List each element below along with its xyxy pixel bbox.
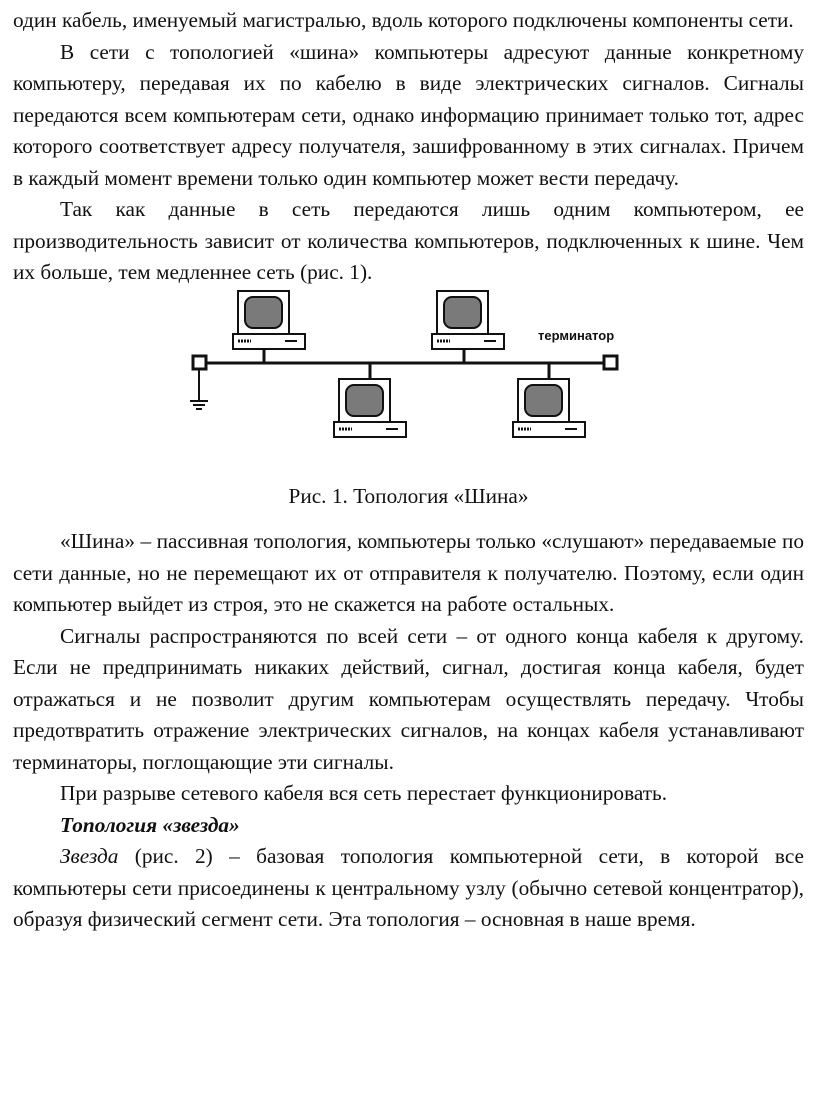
figure-caption: Рис. 1. Топология «Шина» xyxy=(288,483,529,508)
computer-icon xyxy=(432,291,504,349)
paragraph-cable-break: При разрыве сетевого кабеля вся сеть перестает функционировать. xyxy=(60,781,668,805)
document-page xyxy=(13,0,804,936)
figure-bus-topology xyxy=(13,289,804,479)
computer-icon xyxy=(513,379,585,437)
paragraph-star-definition xyxy=(13,841,804,936)
ground-icon xyxy=(190,369,208,409)
terminator-right xyxy=(604,356,617,369)
computer-icon xyxy=(334,379,406,437)
terminator-label: терминатор xyxy=(538,327,615,343)
paragraph-bus-addressing: В сети с топологией «шина» компьютеры адресуют данные конкретному компьютеру, передавая их по кабелю в виде электрических сигналов. Сигналы передаются всем компьютерам сети, однако информацию принимает только тот, адрес которого соответствует адресу получателя, зашифрованному в этих сигналах. Причем в каждый момент времени только один компьютер может вести передачу. xyxy=(13,39,804,190)
paragraph-signal-reflection: Сигналы распространяются по всей сети – от одного конца кабеля к другому. Если не предпринимать никаких действий, сигнал, достигая конца кабеля, будет отражаться и не позволит другим компьютерам осуществлять передачу. Чтобы предотвратить отражение электрических сигналов, на концах кабеля устанавливают терминаторы, поглощающие эти сигналы. xyxy=(13,623,804,774)
bus-topology-diagram xyxy=(13,289,804,479)
computer-icon xyxy=(233,291,305,349)
star-definition-text: (рис. 2) – базовая топология компьютерной сети, в которой все компьютеры сети присоединены к центральному узлу (обычно сетевой концентратор), образуя физический сегмент сети. Эта топология – основная в наше время. xyxy=(13,844,804,931)
terminator-left xyxy=(193,356,206,369)
paragraph-passive-topology: «Шина» – пассивная топология, компьютеры только «слушают» передаваемые по сети данные, но не перемещают их от отправителя к получателю. Поэтому, если один компьютер выйдет из строя, это не скажется на работе остальных. xyxy=(13,529,804,616)
section-heading-star: Топология «звезда» xyxy=(60,812,240,837)
term-star: Звезда xyxy=(60,844,119,868)
paragraph-continuation: один кабель, именуемый магистралью, вдоль которого подключены компоненты сети. xyxy=(13,8,794,32)
paragraph-bus-performance: Так как данные в сеть передаются лишь одним компьютером, ее производительность зависит от количества компьютеров, подключенных к шине. Чем их больше, тем медленнее сеть (рис. 1). xyxy=(13,197,804,284)
